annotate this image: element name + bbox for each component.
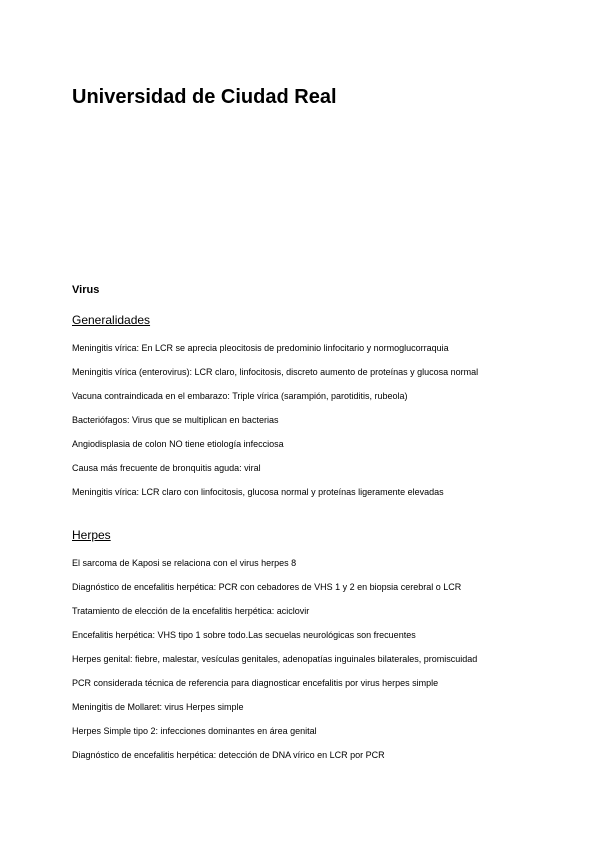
list-item: El sarcoma de Kaposi se relaciona con el virus herpes 8 (72, 558, 297, 568)
subsection-heading-generalidades: Generalidades (72, 313, 151, 327)
subsection-heading-herpes: Herpes (72, 528, 111, 542)
list-item: Vacuna contraindicada en el embarazo: Triple vírica (sarampión, parotiditis, rubeola) (72, 391, 408, 401)
list-item: Meningitis vírica: LCR claro con linfocitosis, glucosa normal y proteínas ligeramente elevadas (72, 487, 444, 497)
document-title: Universidad de Ciudad Real (72, 86, 337, 108)
list-item: Meningitis vírica (enterovirus): LCR claro, linfocitosis, discreto aumento de proteínas y glucosa normal (72, 367, 479, 377)
herpes-list (72, 557, 477, 773)
list-item: Meningitis de Mollaret: virus Herpes simple (72, 702, 244, 712)
list-item: PCR considerada técnica de referencia para diagnosticar encefalitis por virus herpes simple (72, 678, 439, 688)
list-item: Tratamiento de elección de la encefalitis herpética: aciclovir (72, 606, 310, 616)
list-item: Encefalitis herpética: VHS tipo 1 sobre todo.Las secuelas neurológicas son frecuentes (72, 630, 416, 640)
list-item: Causa más frecuente de bronquitis aguda: viral (72, 463, 261, 473)
generalidades-list (72, 342, 478, 510)
list-item: Bacteriófagos: Virus que se multiplican en bacterias (72, 415, 279, 425)
list-item: Diagnóstico de encefalitis herpética: PCR con cebadores de VHS 1 y 2 en biopsia cerebral o LCR (72, 582, 462, 592)
list-item: Herpes Simple tipo 2: infecciones dominantes en área genital (72, 726, 317, 736)
list-item: Angiodisplasia de colon NO tiene etiología infecciosa (72, 439, 284, 449)
list-item: Herpes genital: fiebre, malestar, vesículas genitales, adenopatías inguinales bilaterales, promiscuidad (72, 654, 478, 664)
list-item: Meningitis vírica: En LCR se aprecia pleocitosis de predominio linfocitario y normoglucorraquia (72, 343, 449, 353)
list-item: Diagnóstico de encefalitis herpética: detección de DNA vírico en LCR por PCR (72, 750, 385, 760)
section-heading-virus: Virus (72, 284, 100, 296)
